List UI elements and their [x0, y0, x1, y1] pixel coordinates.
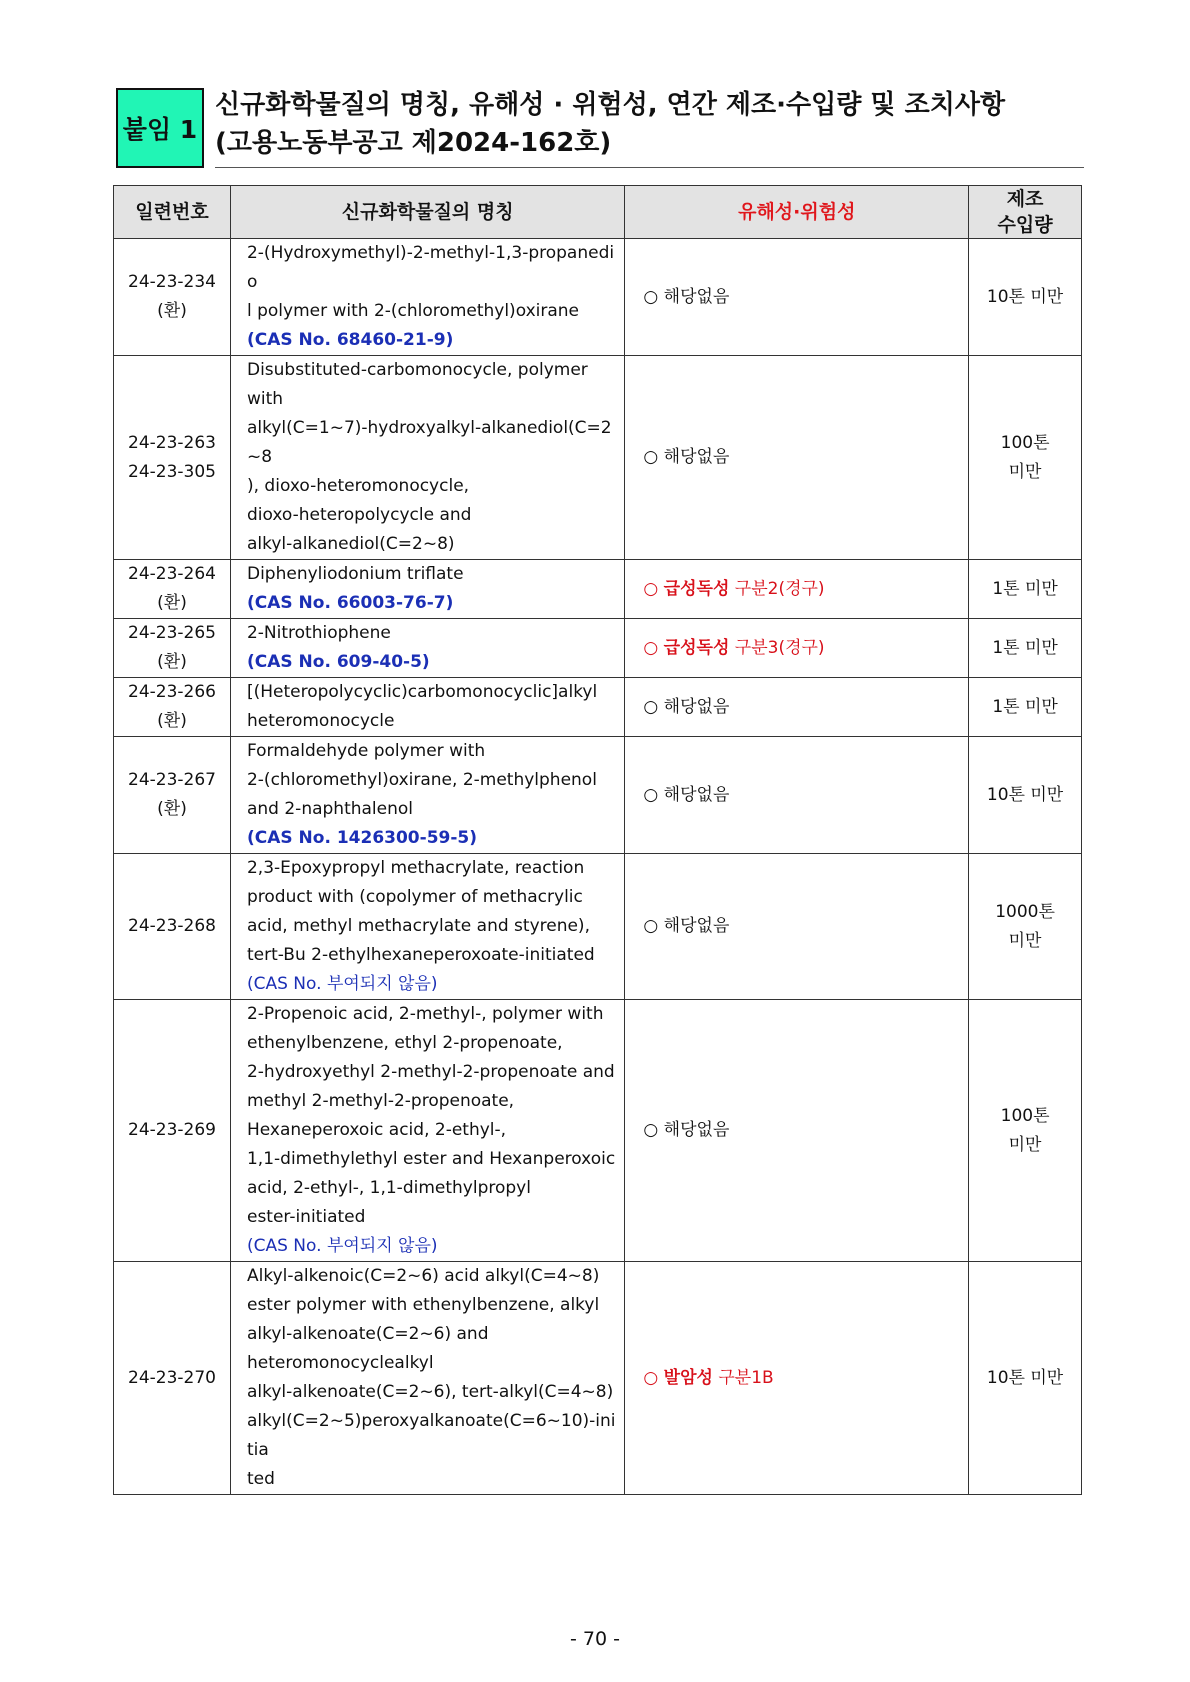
cas-number: (CAS No. 609-40-5)	[246, 652, 430, 672]
hazard-cell	[625, 619, 969, 678]
circle-bullet-icon: ○	[643, 1367, 659, 1388]
serial-number: 24-23-268	[128, 916, 216, 936]
quantity-value: 1톤 미만	[992, 696, 1058, 717]
table-row	[114, 737, 1082, 854]
quantity-cell	[969, 1262, 1082, 1495]
serial-number: 24-23-269	[128, 1120, 216, 1140]
quantity-cell	[969, 678, 1082, 737]
chemical-name-cell	[230, 560, 624, 619]
serial-number: 24-23-263	[128, 432, 216, 453]
chemical-name-line: ted	[246, 1469, 275, 1489]
table-row	[114, 619, 1082, 678]
serial-cell	[114, 737, 231, 854]
chemical-name-line: alkyl(C=2~5)peroxyalkanoate(C=6~10)-initia	[246, 1411, 616, 1460]
serial-number: 24-23-270	[128, 1367, 216, 1388]
quantity-cell	[969, 239, 1082, 356]
cas-number: (CAS No. 1426300-59-5)	[246, 828, 477, 848]
chemical-name-cell	[230, 737, 624, 854]
chemical-name-line: Disubstituted-carbomonocycle, polymer	[246, 360, 588, 380]
quantity-cell	[969, 737, 1082, 854]
hazard-name: 해당없음	[663, 1120, 730, 1140]
hazard-name: 발암성	[663, 1367, 713, 1388]
quantity-value: 미만	[1008, 1134, 1042, 1155]
serial-cell	[114, 619, 231, 678]
serial-number: 24-23-305	[128, 461, 216, 482]
serial-cell	[114, 356, 231, 560]
hazard-classification	[643, 697, 729, 717]
hazard-name: 급성독성	[663, 578, 730, 599]
hazard-cell	[625, 854, 969, 1000]
chemical-name-line: heteromonocycle	[246, 711, 395, 731]
chemical-name-cell	[230, 1000, 624, 1262]
chemical-name-line: ester-initiated	[246, 1207, 366, 1227]
header-quantity: 제조 수입량	[969, 186, 1082, 239]
chemical-name-line: 2-hydroxyethyl 2-methyl-2-propenoate and	[246, 1062, 615, 1082]
hazard-name: 급성독성	[663, 637, 730, 658]
serial-number: 24-23-265	[128, 623, 216, 643]
circle-bullet-icon: ○	[643, 1120, 659, 1140]
serial-number: 24-23-267	[128, 770, 216, 790]
hazard-classification	[643, 916, 729, 936]
hazard-name: 해당없음	[663, 447, 730, 467]
document-title	[215, 86, 1084, 168]
chemical-name-line: 2-(Hydroxymethyl)-2-methyl-1,3-propanedio	[246, 243, 615, 292]
serial-number: (환)	[157, 799, 187, 819]
quantity-cell	[969, 560, 1082, 619]
circle-bullet-icon: ○	[643, 784, 659, 805]
chemical-name-line: Formaldehyde polymer with	[246, 741, 486, 761]
hazard-classification	[643, 1368, 773, 1388]
chemical-name-line: product with (copolymer of methacrylic	[246, 887, 583, 907]
hazard-classification	[643, 447, 729, 467]
hazard-grade: 구분2(경구)	[734, 578, 825, 599]
chemical-name-cell	[230, 1262, 624, 1495]
table-row	[114, 560, 1082, 619]
quantity-value: 1톤 미만	[992, 578, 1058, 599]
serial-cell	[114, 678, 231, 737]
chemical-name-line: methyl 2-methyl-2-propenoate,	[246, 1091, 515, 1111]
quantity-value: 100톤	[1000, 1105, 1050, 1126]
hazard-grade: 구분1B	[718, 1367, 774, 1388]
serial-cell	[114, 1262, 231, 1495]
serial-number: 24-23-234	[128, 272, 216, 292]
quantity-value: 1000톤	[995, 901, 1055, 922]
page-number: - 70 -	[570, 1628, 620, 1650]
quantity-cell	[969, 854, 1082, 1000]
chemical-name-line: Alkyl-alkenoic(C=2~6) acid alkyl(C=4~8)	[246, 1266, 600, 1286]
chemical-name-line: tert-Bu 2-ethylhexaneperoxoate-initiated	[246, 945, 595, 965]
hazard-cell	[625, 737, 969, 854]
hazard-classification	[643, 1120, 729, 1140]
circle-bullet-icon: ○	[643, 286, 659, 307]
chemical-name-line: ethenylbenzene, ethyl 2-propenoate,	[246, 1033, 563, 1053]
document-header	[116, 86, 1084, 168]
chemical-name-cell	[230, 239, 624, 356]
hazard-grade: 구분3(경구)	[734, 637, 825, 658]
quantity-value: 100톤	[1000, 432, 1050, 453]
chemical-name-line: ester polymer with ethenylbenzene, alkyl	[246, 1295, 600, 1315]
hazard-classification	[643, 785, 729, 805]
quantity-value: 10톤 미만	[986, 1367, 1064, 1388]
circle-bullet-icon: ○	[643, 696, 659, 717]
circle-bullet-icon: ○	[643, 916, 659, 936]
chemical-name-line: alkyl(C=1~7)-hydroxyalkyl-alkanediol(C=2~8	[246, 418, 612, 467]
table-row	[114, 239, 1082, 356]
serial-cell	[114, 239, 231, 356]
chemical-name-line: acid, methyl methacrylate and styrene),	[246, 916, 590, 936]
hazard-cell	[625, 239, 969, 356]
chemical-name-line: and 2-naphthalenol	[246, 799, 414, 819]
serial-cell	[114, 854, 231, 1000]
table-row	[114, 356, 1082, 560]
table-row	[114, 678, 1082, 737]
chemical-name-line: alkyl-alkenoate(C=2~6) and	[246, 1324, 489, 1344]
circle-bullet-icon: ○	[643, 637, 659, 658]
header-hazard: 유해성·위험성	[625, 186, 969, 239]
chemical-name-cell	[230, 678, 624, 737]
chemical-name-line: 2,3-Epoxypropyl methacrylate, reaction	[246, 858, 585, 878]
chemical-name-line: 2-Nitrothiophene	[246, 623, 391, 643]
header-serial: 일련번호	[114, 186, 231, 239]
chemical-name-line: Diphenyliodonium triflate	[246, 564, 464, 584]
table-row	[114, 1000, 1082, 1262]
header-chemical-name: 신규화학물질의 명칭	[230, 186, 624, 239]
serial-cell	[114, 560, 231, 619]
hazard-classification	[643, 638, 824, 658]
hazard-cell	[625, 1262, 969, 1495]
serial-number: (환)	[157, 711, 187, 731]
hazard-cell	[625, 678, 969, 737]
serial-number: (환)	[157, 301, 187, 321]
chemical-name-line: Hexaneperoxoic acid, 2-ethyl-,	[246, 1120, 507, 1140]
hazard-cell	[625, 356, 969, 560]
cas-number: (CAS No. 68460-21-9)	[246, 330, 454, 350]
quantity-cell	[969, 619, 1082, 678]
serial-number: (환)	[157, 593, 187, 613]
quantity-value: 미만	[1008, 930, 1042, 951]
chemical-name-line: ), dioxo-heteromonocycle,	[246, 476, 470, 496]
chemical-name-cell	[230, 854, 624, 1000]
chemical-name-line: 1,1-dimethylethyl ester and Hexanperoxoic	[246, 1149, 616, 1169]
chemical-name-line: acid, 2-ethyl-, 1,1-dimethylpropyl	[246, 1178, 531, 1198]
circle-bullet-icon: ○	[643, 447, 659, 467]
serial-number: (환)	[157, 652, 187, 672]
chemical-name-line: dioxo-heteropolycycle and	[246, 505, 472, 525]
chemical-name-line: heteromonocyclealkyl	[246, 1353, 434, 1373]
cas-number: (CAS No. 부여되지 않음)	[246, 1236, 438, 1256]
chemical-table	[113, 185, 1082, 1495]
hazard-classification	[643, 579, 824, 599]
chemical-name-line: l polymer with 2-(chloromethyl)oxirane	[246, 301, 579, 321]
circle-bullet-icon: ○	[643, 578, 659, 599]
hazard-name: 해당없음	[663, 286, 730, 307]
quantity-cell	[969, 356, 1082, 560]
quantity-value: 10톤 미만	[986, 784, 1064, 805]
quantity-cell	[969, 1000, 1082, 1262]
quantity-value: 1톤 미만	[992, 637, 1058, 658]
serial-cell	[114, 1000, 231, 1262]
title-line-1: 신규화학물질의 명칭, 유해성 · 위험성, 연간 제조·수입량 및 조치사항	[215, 90, 1006, 120]
title-line-2: (고용노동부공고 제2024-162호)	[215, 128, 612, 158]
hazard-name: 해당없음	[663, 696, 730, 717]
chemical-name-line: alkyl-alkenoate(C=2~6), tert-alkyl(C=4~8)	[246, 1382, 614, 1402]
attachment-label: 붙임 1	[116, 88, 204, 168]
hazard-name: 해당없음	[663, 784, 730, 805]
chemical-name-line: 2-Propenoic acid, 2-methyl-, polymer with	[246, 1004, 604, 1024]
table-header-row	[114, 186, 1082, 239]
serial-number: 24-23-266	[128, 682, 216, 702]
cas-number: (CAS No. 부여되지 않음)	[246, 974, 438, 994]
table-row	[114, 854, 1082, 1000]
hazard-cell	[625, 560, 969, 619]
chemical-name-cell	[230, 356, 624, 560]
serial-number: 24-23-264	[128, 564, 216, 584]
chemical-name-line: with	[246, 389, 284, 409]
quantity-value: 미만	[1008, 461, 1042, 482]
hazard-cell	[625, 1000, 969, 1262]
cas-number: (CAS No. 66003-76-7)	[246, 593, 454, 613]
quantity-value: 10톤 미만	[986, 286, 1064, 307]
table-row	[114, 1262, 1082, 1495]
chemical-name-line: alkyl-alkanediol(C=2~8)	[246, 534, 455, 554]
chemical-name-line: 2-(chloromethyl)oxirane, 2-methylphenol	[246, 770, 597, 790]
hazard-classification	[643, 287, 729, 307]
chemical-name-line: [(Heteropolycyclic)carbomonocyclic]alkyl	[246, 682, 598, 702]
hazard-name: 해당없음	[663, 916, 730, 936]
chemical-name-cell	[230, 619, 624, 678]
